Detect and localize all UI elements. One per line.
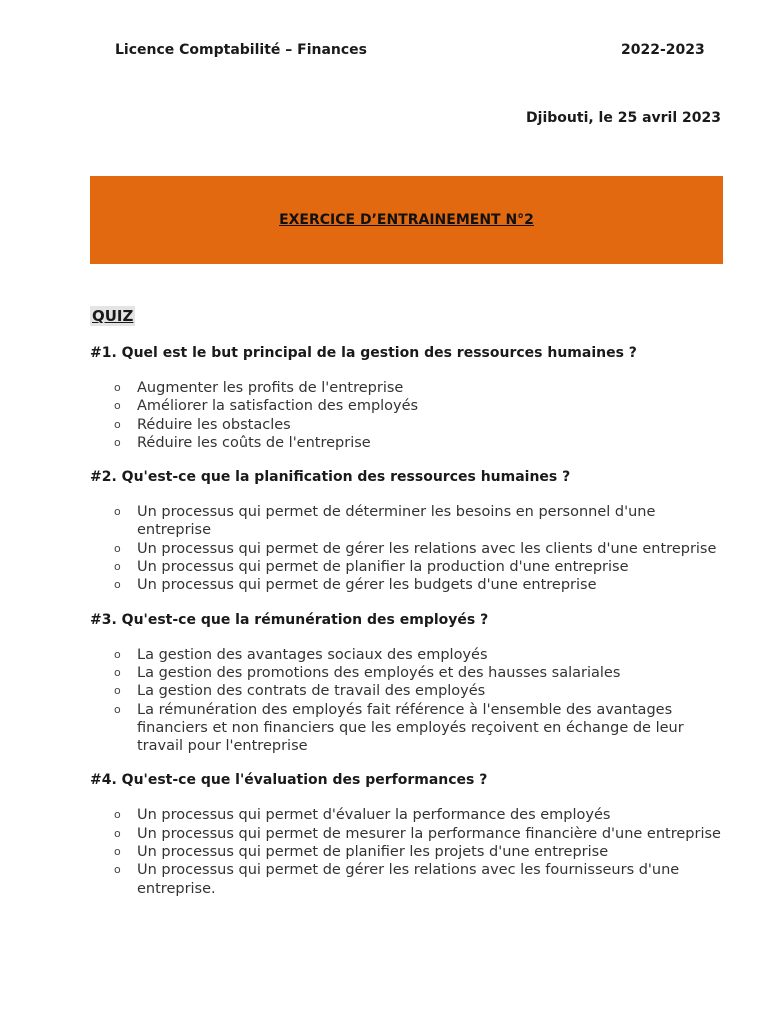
- option-text: Un processus qui permet de gérer les budgets d'une entreprise: [137, 577, 597, 594]
- option-text: Un processus qui permet d'évaluer la performance des employés: [137, 807, 611, 824]
- option-item: [90, 806, 730, 824]
- option-item: [90, 416, 730, 434]
- option-item: [90, 682, 730, 700]
- circle-bullet-icon: o: [114, 647, 121, 661]
- option-text: Réduire les coûts de l'entreprise: [137, 434, 371, 451]
- circle-bullet-icon: o: [114, 684, 121, 698]
- option-item: [90, 397, 730, 415]
- academic-year: 2022-2023: [621, 42, 705, 58]
- question-title: [90, 771, 730, 790]
- option-item: [90, 646, 730, 664]
- question-text: Quel est le but principal de la gestion des ressources humaines ?: [121, 345, 637, 361]
- option-list: [90, 503, 730, 594]
- option-item: [90, 701, 730, 756]
- circle-bullet-icon: o: [114, 578, 121, 592]
- circle-bullet-icon: o: [114, 399, 121, 413]
- option-item: [90, 379, 730, 397]
- date-line: Djibouti, le 25 avril 2023: [526, 110, 721, 126]
- question-list: [90, 344, 730, 898]
- option-item: [90, 825, 730, 843]
- circle-bullet-icon: o: [114, 702, 121, 716]
- question-number: #4.: [90, 772, 117, 789]
- circle-bullet-icon: o: [114, 665, 121, 679]
- option-text: Un processus qui permet de gérer les relations avec les clients d'une entreprise: [137, 540, 717, 557]
- exercise-title: EXERCICE D’ENTRAINEMENT N°2: [279, 212, 534, 228]
- option-item: [90, 540, 730, 558]
- question-text: Qu'est-ce que la planification des ressources humaines ?: [121, 469, 571, 486]
- option-item: [90, 843, 730, 861]
- option-item: [90, 861, 730, 898]
- question-text: Qu'est-ce que la rémunération des employés ?: [121, 611, 489, 628]
- option-text: Un processus qui permet de déterminer les besoins en personnel d'une entreprise: [137, 504, 656, 539]
- option-text: La rémunération des employés fait référence à l'ensemble des avantages financiers et non financiers que les employés reçoivent en échange de leur travail pour l'entreprise: [137, 701, 684, 755]
- question-block: [90, 771, 730, 897]
- option-text: Réduire les obstacles: [137, 416, 291, 433]
- question-block: [90, 344, 730, 452]
- option-text: La gestion des avantages sociaux des employés: [137, 646, 488, 663]
- program-title: Licence Comptabilité – Finances: [115, 42, 368, 58]
- option-text: Un processus qui permet de planifier les projets d'une entreprise: [137, 844, 609, 861]
- circle-bullet-icon: o: [114, 381, 121, 394]
- circle-bullet-icon: o: [114, 560, 121, 574]
- option-list: [90, 806, 730, 897]
- option-item: [90, 434, 730, 452]
- question-number: #2.: [90, 469, 117, 486]
- option-text: La gestion des promotions des employés et des hausses salariales: [137, 664, 621, 681]
- option-item: [90, 503, 730, 540]
- circle-bullet-icon: o: [114, 541, 121, 555]
- circle-bullet-icon: o: [114, 808, 121, 822]
- question-title: [90, 611, 730, 630]
- question-number: #3.: [90, 611, 117, 628]
- option-text: Un processus qui permet de planifier la production d'une entreprise: [137, 559, 629, 576]
- question-title: [90, 344, 730, 363]
- option-text: Améliorer la satisfaction des employés: [137, 398, 419, 415]
- question-text: Qu'est-ce que l'évaluation des performances ?: [121, 772, 488, 789]
- option-text: Augmenter les profits de l'entreprise: [137, 380, 404, 396]
- option-item: [90, 664, 730, 682]
- option-text: Un processus qui permet de gérer les relations avec les fournisseurs d'une entreprise.: [137, 862, 680, 897]
- question-title: [90, 468, 730, 487]
- question-number: #1.: [90, 345, 117, 361]
- option-list: [90, 646, 730, 756]
- quiz-heading: QUIZ: [92, 307, 134, 325]
- quiz-content: [90, 306, 730, 914]
- option-item: [90, 558, 730, 576]
- option-text: Un processus qui permet de mesurer la performance financière d'une entreprise: [137, 825, 721, 842]
- question-block: [90, 611, 730, 756]
- circle-bullet-icon: o: [114, 505, 121, 519]
- question-block: [90, 468, 730, 594]
- circle-bullet-icon: o: [114, 435, 121, 449]
- circle-bullet-icon: o: [114, 863, 121, 877]
- exercise-banner: [90, 176, 723, 264]
- option-item: [90, 576, 730, 594]
- option-text: La gestion des contrats de travail des employés: [137, 683, 486, 700]
- circle-bullet-icon: o: [114, 417, 121, 431]
- circle-bullet-icon: o: [114, 826, 121, 840]
- option-list: [90, 379, 730, 452]
- circle-bullet-icon: o: [114, 845, 121, 859]
